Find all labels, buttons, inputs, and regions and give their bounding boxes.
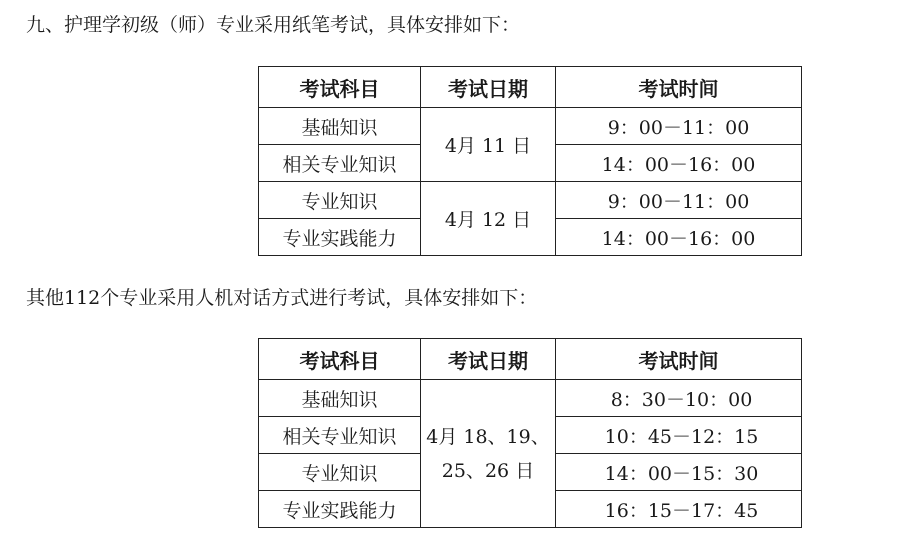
table-row xyxy=(259,182,802,219)
subject-cell: 相关专业知识 xyxy=(259,417,421,454)
table-row xyxy=(259,380,802,417)
table-header-row xyxy=(259,67,802,108)
time-cell: 14：00－16：00 xyxy=(556,219,802,256)
subject-cell: 相关专业知识 xyxy=(259,145,421,182)
date-cell xyxy=(421,380,556,528)
date-line-1: 4月 18、19、 xyxy=(426,425,550,448)
subject-cell: 专业知识 xyxy=(259,454,421,491)
time-cell: 9：00－11：00 xyxy=(556,108,802,145)
paper-exam-schedule-table xyxy=(258,66,802,256)
time-cell: 14：00－16：00 xyxy=(556,145,802,182)
header-subject: 考试科目 xyxy=(259,67,421,108)
table-header-row xyxy=(259,339,802,380)
date-line-2: 25、26 日 xyxy=(441,459,535,482)
header-time: 考试时间 xyxy=(556,67,802,108)
header-subject: 考试科目 xyxy=(259,339,421,380)
time-cell: 14：00－15：30 xyxy=(556,454,802,491)
table-row xyxy=(259,108,802,145)
subject-cell: 基础知识 xyxy=(259,108,421,145)
intro-paragraph-paper-exam: 九、护理学初级（师）专业采用纸笔考试，具体安排如下： xyxy=(26,14,521,36)
subject-cell: 专业实践能力 xyxy=(259,219,421,256)
intro-paragraph-computer-exam: 其他112个专业采用人机对话方式进行考试，具体安排如下： xyxy=(26,287,538,309)
header-time: 考试时间 xyxy=(556,339,802,380)
time-cell: 9：00－11：00 xyxy=(556,182,802,219)
date-cell: 4月 12 日 xyxy=(421,182,556,256)
subject-cell: 专业知识 xyxy=(259,182,421,219)
header-date: 考试日期 xyxy=(421,339,556,380)
time-cell: 16：15－17：45 xyxy=(556,491,802,528)
subject-cell: 专业实践能力 xyxy=(259,491,421,528)
header-date: 考试日期 xyxy=(421,67,556,108)
computer-exam-schedule-table xyxy=(258,338,802,528)
date-cell: 4月 11 日 xyxy=(421,108,556,182)
time-cell: 10：45－12：15 xyxy=(556,417,802,454)
subject-cell: 基础知识 xyxy=(259,380,421,417)
time-cell: 8：30－10：00 xyxy=(556,380,802,417)
